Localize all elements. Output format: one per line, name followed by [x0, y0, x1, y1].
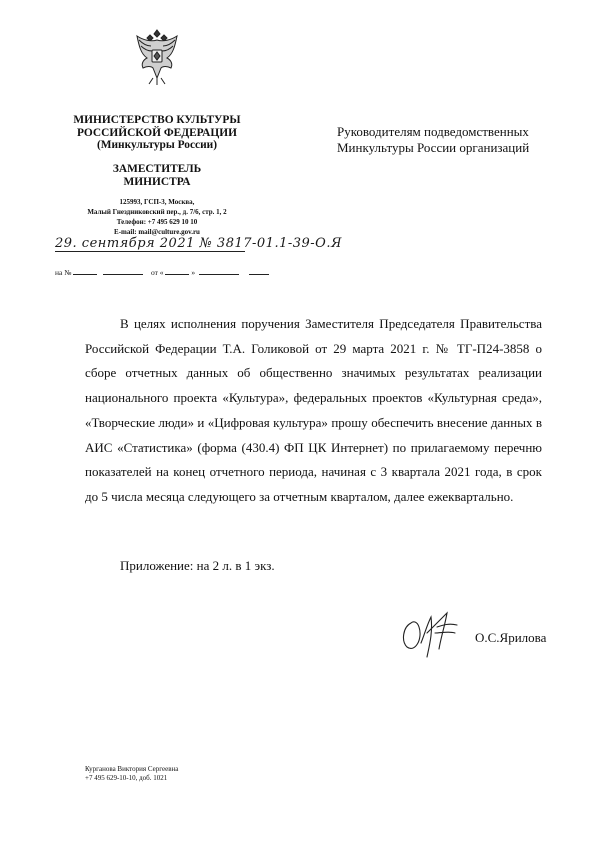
ref-number-blank	[103, 266, 143, 275]
handwritten-signature-icon	[397, 603, 467, 659]
ref-number-blank	[73, 266, 97, 275]
sender-title	[70, 163, 244, 188]
ref-day-blank	[165, 266, 189, 275]
sender-title-line: ЗАМЕСТИТЕЛЬ	[112, 163, 202, 175]
ref-from: от «	[151, 268, 164, 277]
sender-title-line: МИНИСТРА	[123, 175, 191, 188]
ministry-name	[70, 114, 244, 152]
ref-year-blank	[249, 266, 269, 275]
address-line: 125993, ГСП-3, Москва,	[119, 198, 195, 206]
registration-underline	[55, 251, 245, 252]
executor-name: Курганова Виктория Сергеевна	[85, 765, 179, 773]
attachment-note: Приложение: на 2 л. в 1 экз.	[120, 558, 275, 573]
executor-phone: +7 495 629-10-10, доб. 1021	[85, 774, 168, 782]
address-line: Малый Гнездниковский пер., д. 7/6, стр. 1, 2	[87, 208, 227, 216]
ministry-name-line: (Минкультуры России)	[96, 139, 218, 151]
ref-quote: »	[191, 268, 196, 277]
reference-line	[55, 266, 269, 277]
ref-month-blank	[199, 266, 239, 275]
executor-info	[85, 765, 178, 783]
addressee-line: Руководителям подведомственных	[337, 124, 529, 139]
ministry-address	[62, 197, 252, 237]
letter-body: В целях исполнения поручения Заместителя Председателя Правительства Российской Федерации Т.А. Голиковой от 29 марта 2021 г. № ТГ-П24-3858 о сборе отчетных данных об общественно значимых результатах реализации национального проекта «Культура», федеральных проектов «Культурная среда», «Творческие люди» и «Цифровая культура» прошу обеспечить внесение данных в АИС «Статистика» (форма (430.4) ФП ЦК Интернет) по прилагаемому перечню показателей на конец отчетного периода, начиная с 3 квартала 2021 года, в срок до 5 числа месяца следующего за отчетным кварталом, далее ежеквартально.	[85, 316, 542, 504]
address-line: E-mail: mail@culture.gov.ru	[114, 228, 200, 236]
registration-number: 29. сентября 2021 № 3817-01.1-39-О.Я	[55, 236, 342, 251]
addressee-line: Минкультуры России организаций	[337, 140, 530, 155]
coat-of-arms-emblem-icon	[133, 26, 181, 88]
ministry-name-line: МИНИСТЕРСТВО КУЛЬТУРЫ	[73, 114, 241, 126]
ref-prefix: на №	[55, 268, 72, 277]
ministry-name-line: РОССИЙСКОЙ ФЕДЕРАЦИИ	[77, 126, 237, 139]
address-line: Телефон: +7 495 629 10 10	[116, 218, 198, 226]
addressee	[337, 124, 567, 156]
signatory-name: О.С.Ярилова	[475, 630, 547, 645]
